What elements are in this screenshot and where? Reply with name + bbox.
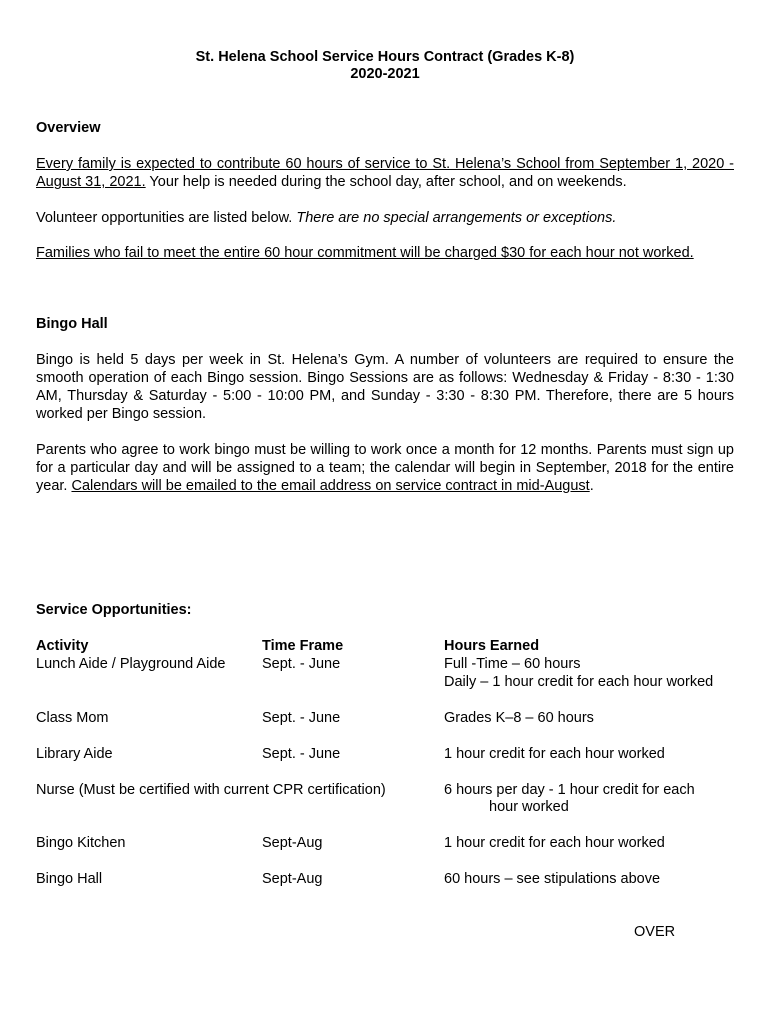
table-row-time: Sept-Aug <box>262 871 323 887</box>
table-row-time: Sept-Aug <box>262 835 323 851</box>
table-row-hours: Grades K–8 – 60 hours <box>444 710 594 726</box>
table-row-hours-detail: hour worked <box>489 799 569 815</box>
table-row-activity: Lunch Aide / Playground Aide <box>36 656 226 672</box>
column-activity: Activity <box>36 638 89 654</box>
table-row-hours: 60 hours – see stipulations above <box>444 871 661 887</box>
document-title: St. Helena School Service Hours Contract (Grades K-8) <box>195 49 575 65</box>
overview-paragraph-3 <box>36 244 734 262</box>
penalty-text: Families who fail to meet the entire 60 hour commitment will be charged $30 for each hour not worked. <box>36 245 694 261</box>
over-label: OVER <box>634 924 676 940</box>
overview-paragraph-2 <box>36 209 734 227</box>
table-row-activity: Library Aide <box>36 746 113 762</box>
table-row-time: Sept. - June <box>262 746 341 762</box>
bingo-paragraph-1: Bingo is held 5 days per week in St. Helena’s Gym. A number of volunteers are required to ensure the smooth operation of each Bingo session. Bingo Sessions are as follows: Wednesday & Friday - 8:30 - 1:30 AM, Thursday & Saturday - 5:00 - 10:00 PM, and Sunday - 3:30 - 8:30 PM. Therefore, there are 5 hours worked per Bingo session. <box>36 352 734 422</box>
table-row-time: Sept. - June <box>262 710 341 726</box>
table-row-activity: Nurse (Must be certified with current CPR certification) <box>36 782 386 798</box>
table-row-hours: 1 hour credit for each hour worked <box>444 746 665 762</box>
table-row-hours-detail: Daily – 1 hour credit for each hour worked <box>444 674 714 690</box>
overview-paragraph-1 <box>36 155 734 191</box>
table-row-activity: Class Mom <box>36 710 109 726</box>
overview-requirement: Every family is expected to contribute 60 hours of service to St. Helena’s School from September 1, 2020 - August 31, 2021. <box>36 156 734 190</box>
table-row-activity: Bingo Kitchen <box>36 835 126 851</box>
document-year: 2020-2021 <box>350 66 420 82</box>
volunteer-text: Volunteer opportunities are listed below. <box>36 210 297 226</box>
overview-heading: Overview <box>36 120 101 136</box>
overview-help-text: Your help is needed during the school day, after school, and on weekends. <box>145 174 627 190</box>
calendar-email-text: Calendars will be emailed to the email address on service contract in mid-August <box>71 478 590 494</box>
table-row-time: Sept. - June <box>262 656 341 672</box>
bingo-commitment-text: Parents who agree to work bingo must be willing to work once a month for 12 months. Parents must sign up for a particular day and will be assigned to a team; the calendar will begin in September, 2018 for the entire year. <box>36 442 734 494</box>
table-row-hours: 6 hours per day - 1 hour credit for each <box>444 782 695 798</box>
no-exceptions-text: There are no special arrangements or exceptions. <box>296 210 617 226</box>
column-time-frame: Time Frame <box>262 638 344 654</box>
column-hours-earned: Hours Earned <box>444 638 540 654</box>
bingo-heading: Bingo Hall <box>36 316 108 332</box>
bingo-paragraph-2 <box>36 441 734 495</box>
table-row-activity: Bingo Hall <box>36 871 103 887</box>
period: . <box>589 478 594 494</box>
service-heading: Service Opportunities: <box>36 602 192 618</box>
table-row-hours: Full -Time – 60 hours <box>444 656 581 672</box>
table-row-hours: 1 hour credit for each hour worked <box>444 835 665 851</box>
